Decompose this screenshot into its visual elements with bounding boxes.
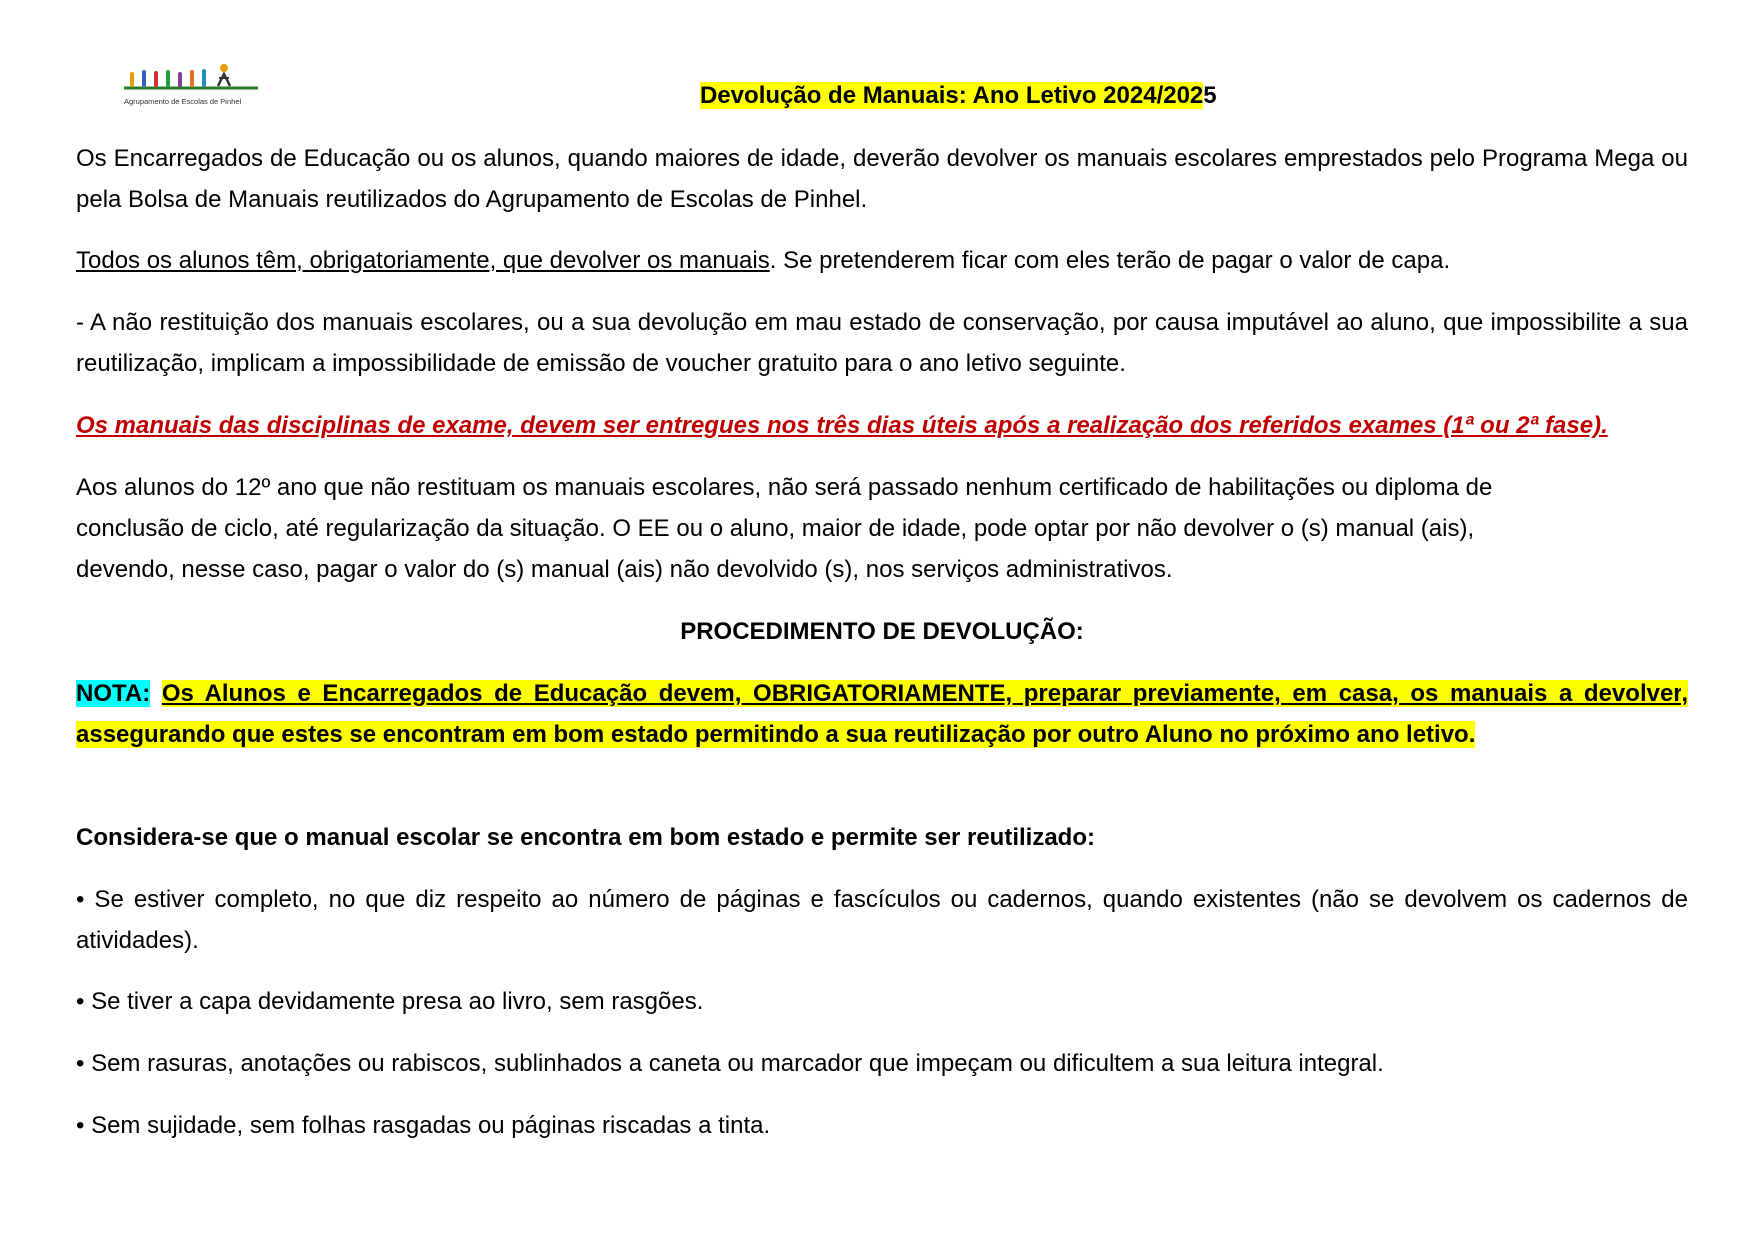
exam-manuals-warning: Os manuais das disciplinas de exame, devem ser entregues nos três dias úteis após a realização dos referidos exames (1ª ou 2ª fase). <box>76 412 1608 439</box>
page-title <box>700 80 1217 112</box>
paragraph-line: conclusão de ciclo, até regularização da situação. O EE ou o aluno, maior de idade, pode optar por não devolver o (s) manual (ais), <box>76 515 1475 542</box>
nota-label: NOTA: <box>76 680 151 707</box>
paragraph-non-return-consequence: - A não restituição dos manuais escolares, ou a sua devolução em mau estado de conservação, por causa imputável ao aluno, que impossibilite a sua reutilização, implicam a impossibilidade de emissão de voucher gratuito para o ano letivo seguinte. <box>76 309 1688 377</box>
logo-caption: Agrupamento de Escolas de Pinhel <box>124 97 242 106</box>
bullet-item-cover: • Se tiver a capa devidamente presa ao livro, sem rasgões. <box>76 988 704 1015</box>
title-highlighted-part: Devolução de Manuais: Ano Letivo 2024/202 <box>700 82 1204 109</box>
paragraph-line: Aos alunos do 12º ano que não restituam os manuais escolares, não será passado nenhum certificado de habilitações ou diploma de <box>76 474 1493 501</box>
procedure-heading: PROCEDIMENTO DE DEVOLUÇÃO: <box>680 618 1084 645</box>
criteria-heading: Considera-se que o manual escolar se encontra em bom estado e permite ser reutilizado: <box>76 824 1095 851</box>
paragraph-line: devendo, nesse caso, pagar o valor do (s) manual (ais) não devolvido (s), nos serviços administrativos. <box>76 556 1173 583</box>
bullet-item-clean: • Sem sujidade, sem folhas rasgadas ou páginas riscadas a tinta. <box>76 1112 771 1139</box>
nota-paragraph <box>76 673 1688 755</box>
paragraph-all-students <box>76 240 1688 281</box>
paragraph-return-obligation: Os Encarregados de Educação ou os alunos, quando maiores de idade, deverão devolver os manuais escolares emprestados pelo Programa Mega ou pela Bolsa de Manuais reutilizados do Agrupamento de Escolas de Pinhel. <box>76 145 1688 213</box>
bullet-item-complete: • Se estiver completo, no que diz respeito ao número de páginas e fascículos ou cadernos, quando existentes (não se devolvem os cadernos de atividades). <box>76 886 1688 954</box>
paragraph-exam-manuals <box>76 405 1688 446</box>
mandatory-return-text: Todos os alunos têm, obrigatoriamente, que devolver os manuais <box>76 247 770 274</box>
nota-underlined-text: Os Alunos e Encarregados de Educação devem, OBRIGATORIAMENTE, preparar previamente, em casa, os manuais a devolver <box>161 680 1682 707</box>
paragraph-12th-grade <box>76 467 1688 590</box>
cover-price-text: . Se pretenderem ficar com eles terão de pagar o valor de capa. <box>769 247 1451 274</box>
title-tail: 5 <box>1203 82 1217 109</box>
nota-rest-text: , assegurando que estes se encontram em bom estado permitindo a sua reutilização por outro Aluno no próximo ano letivo. <box>76 680 1688 748</box>
bullet-item-no-markings: • Sem rasuras, anotações ou rabiscos, sublinhados a caneta ou marcador que impeçam ou dificultem a sua leitura integral. <box>76 1050 1384 1077</box>
